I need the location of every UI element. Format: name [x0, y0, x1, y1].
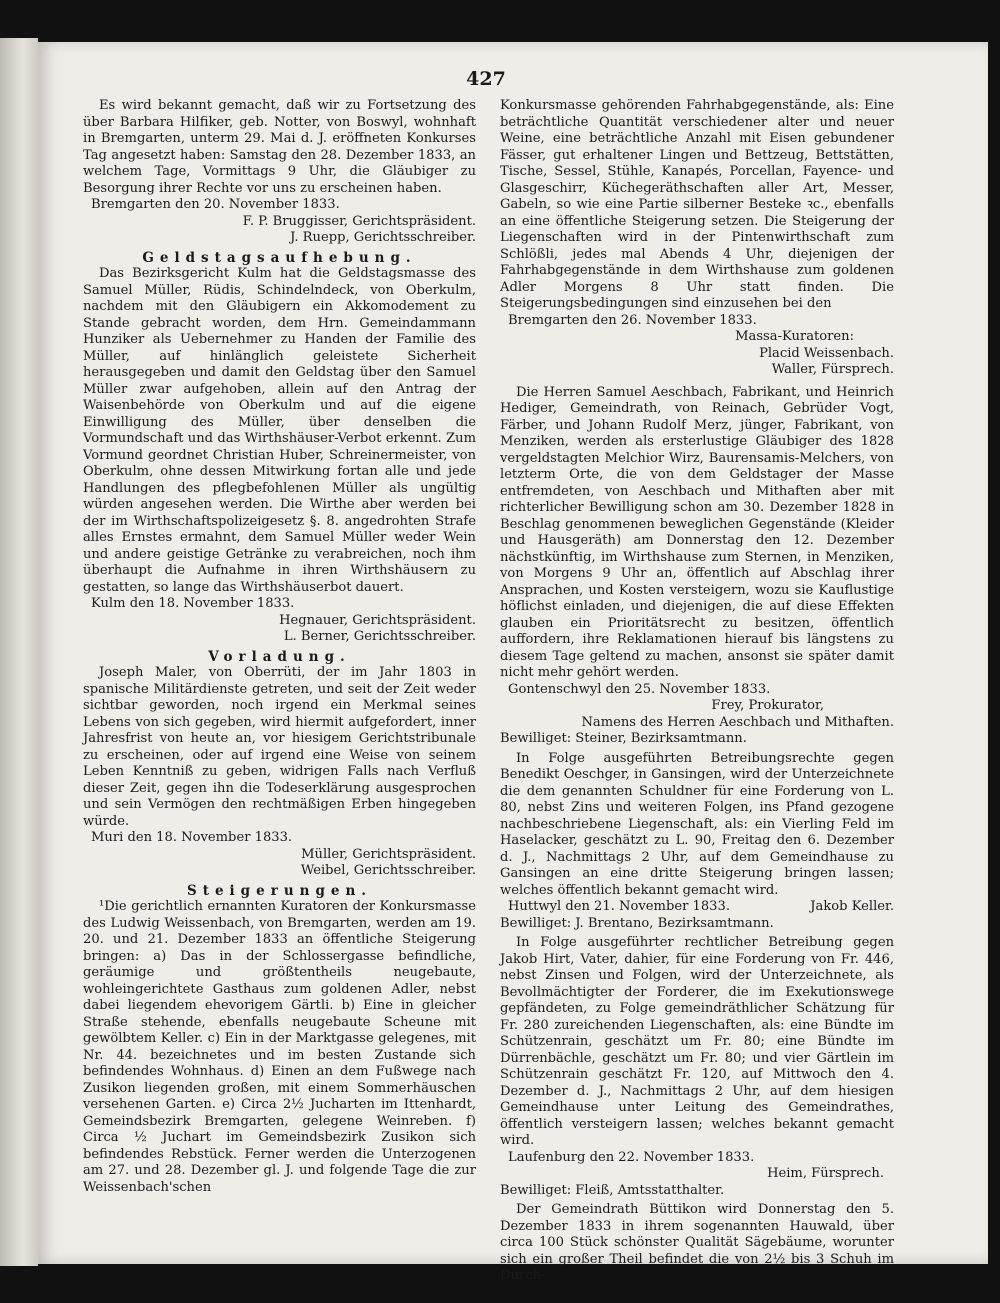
- document-page: [38, 42, 988, 1283]
- approval-line: Bewilliget: Fleiß, Amtsstatthalter.: [500, 1182, 725, 1198]
- page-number: 427: [466, 68, 506, 90]
- notice-date: Huttwyl den 21. November 1833.: [508, 899, 730, 914]
- notice-hirt-laufenburg: [500, 935, 894, 1199]
- notice-date: Bremgarten den 26. November 1833.: [508, 312, 757, 328]
- notice-steigerung-weissenbach-continued: [500, 98, 894, 379]
- signature-title: Massa-Kuratoren:: [735, 329, 854, 344]
- signature: Hegnauer, Gerichtspräsident.: [279, 612, 476, 628]
- notice-date: Gontenschwyl den 25. November 1833.: [508, 681, 771, 697]
- right-column: [500, 98, 894, 1288]
- section-heading-vorladung: Vorladung.: [208, 648, 351, 665]
- notice-date: Bremgarten den 20. November 1833.: [91, 197, 340, 212]
- signature: Heim, Fürsprech.: [767, 1166, 884, 1181]
- notice-text: Konkursmasse gehörenden Fahrhabgegenstände, als: Eine beträchtliche Quantität verschiedener alter und neuer Weine, eine beträchtliche Anzahl mit Eisen gebundener Fässer, gut erhaltener Lingen und Bettzeug, Bettstätten, Tische, Sessel, Stühle, Kanapés, Porcellan, Fayence- und Glasgeschirr, Küchegeräthschaften aller Art, Messer, Gabeln, so wie eine Partie silberner Besteke ꝛc., ebenfalls an eine öffentliche Steigerung setzen. Die Steigerung der Liegenschaften wird in der Pintenwirthschaft zum Schlößli, jedes mal Abends 4 Uhr, diejenigen der Fahrhabgegenstände in dem Wirthshause zum goldenen Adler Morgens 8 Uhr statt finden. Die Steigerungsbedingungen sind einzusehen bei den: [500, 98, 894, 311]
- signature: Müller, Gerichtspräsident.: [301, 846, 476, 862]
- left-column: [83, 98, 476, 1199]
- notice-text: Der Gemeindrath Büttikon wird Donnerstag den 5. Dezember 1833 in ihrem sogenannten Hauwald, über circa 100 Stück schönster Qualität Sägebäume, worunter sich ein großer Theil befindet die von 2½ bis 3 Schuh im Durch-: [500, 1202, 894, 1283]
- signature: Jakob Keller.: [810, 899, 894, 914]
- facing-page-edge: [0, 38, 38, 1266]
- notice-konkurs-hilfiker: [83, 98, 476, 247]
- approval-line: Bewilliget: J. Brentano, Bezirksamtmann.: [500, 915, 774, 931]
- signature: Placid Weissenbach.: [759, 345, 894, 361]
- notice-aeschbach-wirz: [500, 385, 894, 748]
- notice-text: ¹Die gerichtlich ernannten Kuratoren der Konkursmasse des Ludwig Weissenbach, von Bremgarten, werden am 19. 20. und 21. Dezember 1833 an öffentliche Steigerung bringen: a) Das in der Schlossergasse befindliche, geräumige und größtentheils neugebaute, wohleingerichtete Gasthaus zum goldenen Adler, nebst dabei liegendem ehevorigem Gärtli. b) Eine in gleicher Straße stehende, ebenfalls neugebaute Scheune mit gewölbtem Keller. c) Ein in der Marktgasse gelegenes, mit Nr. 44. bezeichnetes und im besten Zustande sich befindendes Wohnhaus. d) Einen an dem Fußwege nach Zusikon liegenden großen, mit einem Sommerhäuschen versehenen Garten. e) Circa 2½ Jucharten im Ittenhardt, Gemeindsbezirk Bremgarten, gelegene Weinreben. f) Circa ½ Juchart im Gemeindsbezirk Zusikon sich befindendes Rebstück. Ferner werden die Unterzogenen am 27. und 28. Dezember gl. J. und folgende Tage die zur Weissenbach'schen: [83, 899, 476, 1195]
- notice-date: Muri den 18. November 1833.: [91, 830, 293, 845]
- notice-date: Laufenburg den 22. November 1833.: [508, 1149, 755, 1165]
- notice-text: Joseph Maler, von Oberrüti, der im Jahr 1803 in spanische Militärdienste getreten, und seit der Zeit weder sichtbar geworden, noch irgend ein Merkmal seines Lebens von sich gegeben, wird hiermit aufgefordert, inner Jahresfrist von heute an, vor hiesigem Gerichtstribunale zu erscheinen, oder auf irgend eine Weise von seinem Leben Kenntniß zu geben, widrigen Falls nach Verfluß dieser Zeit, gegen ihn die Todeserklärung ausgesprochen und sein Vermögen den rechtmäßigen Erben hingegeben würde.: [83, 665, 476, 829]
- notice-vorladung-maler: [83, 665, 476, 880]
- notice-text: Das Bezirksgericht Kulm hat die Geldstagsmasse des Samuel Müller, Rüdis, Schindelndeck, von Oberkulm, nachdem mit den Gläubigern ein Akkomodement zu Stande gebracht worden, dem Hrn. Gemeindammann Hunziker als Uebernehmer zu Handen der Familie des Müller, auf hinlänglich geleistete Sicherheit herausgegeben und damit den Geldstag über den Samuel Müller zwar aufgehoben, allein auf den Antrag der Waisenbehörde von Oberkulm und auf die eigene Einwilligung des Müller, über denselben die Vormundschaft und das Wirthshäuser-Verbot erkennt. Zum Vormund geordnet Christian Huber, Schreinermeister, von Oberkulm, ohne dessen Mitwirkung fortan alle und jede Handlungen des pflegbefohlenen Müller als ungültig würden angesehen werden. Die Wirthe aber werden bei der im Wirthschaftspolizeigesetz §. 8. angedrohten Strafe alles Ernstes ermahnt, dem Samuel Müller weder Wein und andere geistige Getränke zu verabreichen, noch ihm überhaupt die Aufnahme in ihren Wirthshäusern zu gestatten, so lange das Wirthshäuserbot dauert.: [83, 266, 476, 595]
- notice-date: Kulm den 18. November 1833.: [91, 596, 295, 611]
- signature: Weibel, Gerichtsschreiber.: [300, 863, 476, 878]
- notice-text: In Folge ausgeführter rechtlicher Betreibung gegen Jakob Hirt, Vater, dahier, für eine Forderung von Fr. 446, nebst Zinsen und Folgen, wird der Unterzeichnete, als Bevollmächtigter der Forderer, die im Exekutionswege gepfändeten, zu Folge gemeindräthlicher Schätzung für Fr. 280 zureichenden Liegenschaften, als: eine Bündte im Schützenrain, geschätzt um Fr. 80; eine Bündte im Dürrenbächle, geschätzt um Fr. 80; und vier Gärtlein im Schützenrain geschätzt Fr. 120, auf Mittwoch den 4. Dezember d. J., Nachmittags 2 Uhr, auf dem hiesigen Gemeindhause unter Leitung des Gemeindrathes, öffentlich versteigern lassen; welches bekannt gemacht wird.: [500, 935, 894, 1148]
- approval-line: Bewilliget: Steiner, Bezirksamtmann.: [500, 731, 747, 746]
- signature: Namens des Herren Aeschbach und Mithaften.: [581, 714, 894, 730]
- notice-buettikon-hauwald: [500, 1202, 894, 1285]
- signature: L. Berner, Gerichtsschreiber.: [283, 629, 476, 644]
- signature: Frey, Prokurator,: [711, 698, 824, 713]
- notice-text: Die Herren Samuel Aeschbach, Fabrikant, und Heinrich Hediger, Gemeindrath, von Reinach, Gebrüder Vogt, Färber, und Johann Rudolf Merz, jünger, Fabrikant, von Menziken, werden als ersterlustige Gläubiger des 1828 vergeldstagten Melchior Wirz, Baurensamis-Melchers, von letzterm Orte, die von dem Geldstager der Masse entfremdeten, von Aeschbach und Mithaften aber mit richterlicher Bewilligung schon am 30. Dezember 1828 in Beschlag genommenen beweglichen Gegenstände (Kleider und Hausgeräth) am Donnerstag den 12. Dezember nächstkünftig, im Wirthshause zum Sternen, in Menziken, von Morgens 9 Uhr an, öffentlich auf Abschlag ihrer Ansprachen, und Kosten versteigern, wozu sie Kauflustige höflichst einladen, und diejenigen, die auf diese Effekten glauben ein Prioritätsrecht zu besitzen, öffentlich auffordern, ihre Reklamationen hierauf bis längstens zu diesem Tage geltend zu machen, ansonst sie später damit nicht mehr gehört werden.: [500, 384, 894, 680]
- section-heading-steigerungen: Steigerungen.: [186, 882, 373, 899]
- signature: Waller, Fürsprech.: [771, 362, 894, 377]
- signature: F. P. Bruggisser, Gerichtspräsident.: [242, 213, 476, 229]
- notice-oeschger-gansingen: [500, 751, 894, 933]
- notice-text: In Folge ausgeführten Betreibungsrechte gegen Benedikt Oeschger, in Gansingen, wird der Unterzeichnete die dem genannten Schuldner für eine Forderung von L. 80, nebst Zins und weiteren Folgen, ins Pfand gezogene nachbeschriebene Liegenschaft, als: ein Vierling Feld im Haselacker, geschätzt zu L. 90, Freitag den 6. Dezember d. J., Nachmittags 2 Uhr, auf dem Gemeindhause zu Gansingen an eine dritte Steigerung bringen lassen; welches öffentlich bekannt gemacht wird.: [500, 750, 894, 898]
- notice-steigerung-weissenbach: [83, 899, 476, 1196]
- section-heading-geldstagsaufhebung: Geldstagsaufhebung.: [142, 249, 417, 266]
- notice-geldstag-mueller: [83, 266, 476, 646]
- notice-text: Es wird bekannt gemacht, daß wir zu Fortsetzung des über Barbara Hilfiker, geb. Notter, von Boswyl, wohnhaft in Bremgarten, unterm 29. Mai d. J. eröffneten Konkurses Tag angesetzt haben: Samstag den 28. Dezember 1833, an welchem Tage, Vormittags 9 Uhr, die Gläubiger zu Besorgung ihrer Rechte vor uns zu erscheinen haben.: [83, 98, 476, 196]
- date-signature-row: [500, 899, 894, 916]
- signature: J. Ruepp, Gerichtsschreiber.: [290, 230, 476, 245]
